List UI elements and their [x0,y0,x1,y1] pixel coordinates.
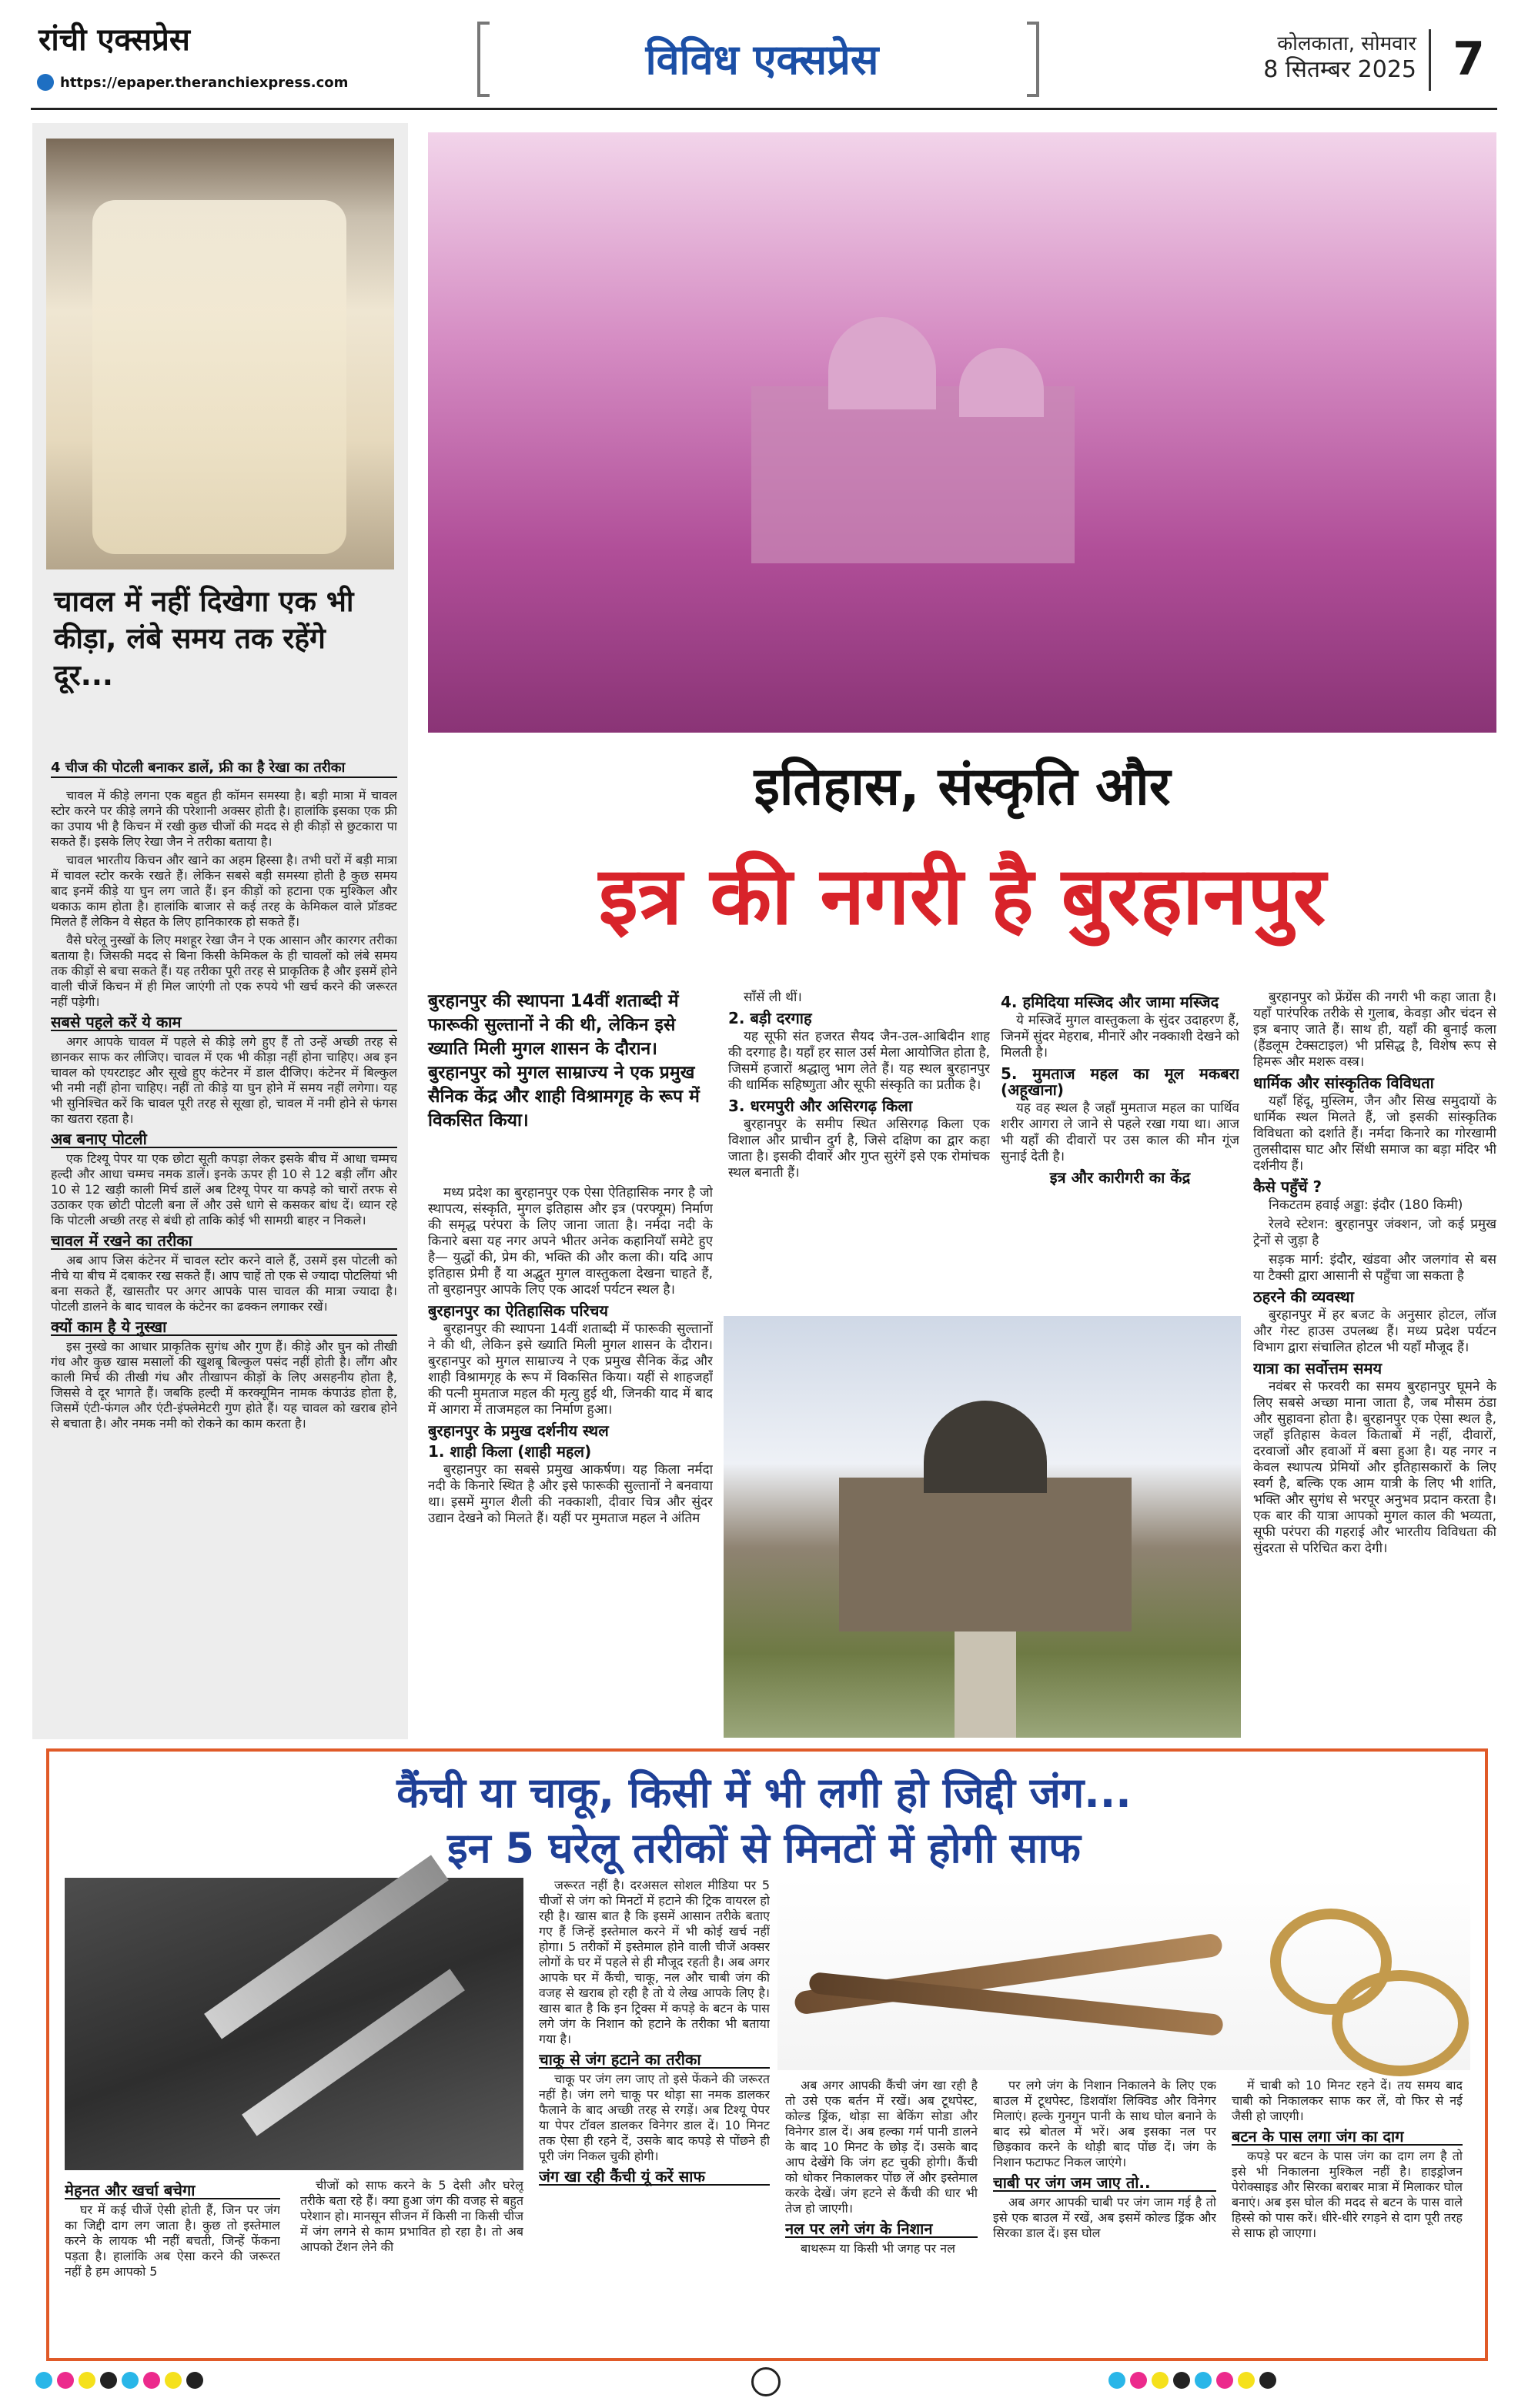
feature-para: मध्य प्रदेश का बुरहानपुर एक ऐसा ऐतिहासिक नगर है जो स्थापत्य, संस्कृति, मुगल इतिहास और इत्र (परफ्यूम) निर्माण की समृद्ध परंपरा के लिए जाना जाता है। नर्मदा नदी के किनारे बसा यह नगर अपने भीतर अनेक कहानियाँ समेटे हुए है— युद्धों की, प्रेम की, भक्ति की और कला की। यदि आप इतिहास प्रेमी हैं या अद्भुत मुगल वास्तुकला देखना चाहते हैं, तो बुरहानपुर आपके लिए एक आदर्श पर्यटन स्थल है। [428,1185,713,1298]
rust-subheading: बटन के पास लगा जंग का दाग [1232,2129,1463,2146]
tomb-path [955,1631,1016,1738]
cyan-dot [35,2372,52,2389]
black-dot [1173,2372,1190,2389]
rust-para: अब अगर आपकी चाबी पर जंग जाम गई है तो इसे एक बाउल में रखें, अब इसमें कोल्ड ड्रिंक और सिरका डाल दें। इस घोल [993,2195,1216,2240]
rust-para: अब अगर आपकी कैंची जंग खा रही है तो उसे एक बर्तन में रखें। अब टूथपेस्ट, कोल्ड ड्रिंक, थोड़ा सा बेकिंग सोडा और विनेगर डाल दें। अब हल्का गर्म पानी डालने के बाद 10 मिनट के छोड़ दें। उसके बाद आप देखेंगे कि जंग हट चुकी होगी। कैंची को धोकर निकालकर पोंछ लें और इस्तेमाल करके देखें। जंग हटने से कैंची की धार भी तेज हो जाएगी। [785,2078,978,2216]
section-bracket-left [477,22,490,97]
cyan-dot [1108,2372,1125,2389]
rust-para: चाकू पर जंग लग जाए तो इसे फेंकने की जरूरत नहीं है। जंग लगे चाकू पर थोड़ा सा नमक डालकर फैलाने के बाद अच्छी तरह से रगड़ें। अब टिश्यू पेपर या पेपर टॉवल डालकर विनेगर डाल दें। 10 मिनट तक ऐसा ही रहने दें, उसके बाद कपड़े से पोंछने ही पूरी जंग निकल चुकी होगी। [539,2072,770,2163]
sidebar-para: चावल भारतीय किचन और खाने का अहम हिस्सा है। तभी घरों में बड़ी मात्रा में चावल स्टोर करके रखते हैं। लेकिन सबसे बड़ी समस्या होती है कुछ समय बाद इनमें कीड़े या घुन लग जाते हैं। इन कीड़ों को हटाना एक मुश्किल और थकाऊ काम होता है। हालांकि बाजार से कई तरह के केमिकल वाले प्रॉडक्ट मिलते हैं लेकिन वे सेहत के लिए हानिकारक हो सकते हैं। [51,853,397,929]
rust-para: बाथरूम या किसी भी जगह पर नल [801,2241,955,2256]
section-title: विविध एक्सप्रेस [645,35,879,84]
feature-para: बुरहानपुर में हर बजट के अनुसार होटल, लॉज और गेस्ट हाउस उपलब्ध हैं। मध्य प्रदेश पर्यटन विभाग द्वारा संचालित होटल भी यहाँ मौजूद हैं। [1253,1308,1496,1355]
yellow-dot [79,2372,95,2389]
magenta-dot [1216,2372,1233,2389]
sidebar-section-heading: क्यों काम है ये नुस्खा [51,1319,397,1336]
rust-subheading: चाकू से जंग हटाने का तरीका [539,2052,770,2069]
feature-para: यह सूफी संत हजरत सैयद जैन-उल-आबिदीन शाह की दरगाह है। यहाँ हर साल उर्स मेला आयोजित होता है, जिसमें हजारों श्रद्धालु भाग लेते हैं। यह स्थल बुरहानपुर की धार्मिक सहिष्णुता और सूफी संस्कृति का प्रतीक है। [728,1029,990,1093]
feature-col-2 [728,990,990,1313]
cyan-dot [1195,2372,1212,2389]
feature-para: यहाँ हिंदू, मुस्लिम, जैन और सिख समुदायों के धार्मिक स्थल मिलते हैं, जो इसकी सांस्कृतिक विविधता को दर्शाते हैं। नर्मदा किनारे का गोरखामी तुलसीदास घाट और सिंधी समाज का बड़ा मंदिर भी दर्शनीय हैं। [1253,1094,1496,1174]
issue-date: 8 सितम्बर 2025 [1263,56,1416,83]
rust-para: पर लगे जंग के निशान निकालने के लिए एक बाउल में टूथपेस्ट, डिशवॉश लिक्विड और विनेगर मिलाएं। हल्के गुनगुन पानी के साथ घोल बनाने के बाद स्प्रे बोतल में भरें। अब इसका नल पर छिड़काव करने के थोड़ी बाद पोंछ दें। जंग के निशान फटाफट निकल जाएंगे। [993,2078,1216,2169]
feature-para: रेलवे स्टेशन: बुरहानपुर जंक्शन, जो कई प्रमुख ट्रेनों से जुड़ा है [1253,1217,1496,1248]
sidebar-para: एक टिश्यू पेपर या एक छोटा सूती कपड़ा लेकर इसके बीच में आधा चम्मच हल्दी और आधा चम्मच नमक डालें। इनके ऊपर ही 10 से 12 बड़ी लौंग और 10 से 12 खड़ी काली मिर्च डालें अब टिश्यू पेपर या कपड़े को चारों तरफ से उठाकर एक छोटी पोटली बना लें और उसे धागे से कसकर बांध दें। ध्यान रहे कि पोटली अच्छी तरह से बंधी हो ताकि कोई भी सामग्री बाहर न निकले। [51,1151,397,1227]
tomb-dome [924,1401,1047,1493]
rust-subheading: नल पर लगे जंग के निशान [785,2221,978,2238]
black-dot [186,2372,203,2389]
feature-para: नवंबर से फरवरी का समय बुरहानपुर घूमने के लिए सबसे अच्छा माना जाता है, जब मौसम ठंडा और सुहावना होता है। बुरहानपुर एक ऐसा स्थल है, जहाँ इतिहास केवल किताबों में नहीं, दीवारों, दरवाजों और हवाओं में बसा हुआ है। यह नगर न केवल स्थापत्य प्रेमियों और इतिहासकारों के लिए स्वर्ग है, बल्कि एक आम यात्री के लिए भी शांति, भक्ति और सुगंध से भरपूर अनुभव प्रदान करता है। एक बार की यात्रा आपको मुगल काल की भव्यता, सूफी परंपरा की गहराई और भारतीय विविधता की सुंदरता से परिचित करा देगी। [1253,1379,1496,1556]
magenta-dot [143,2372,160,2389]
feature-lead: बुरहानपुर की स्थापना 14वीं शताब्दी में फारूकी सुल्तानों ने की थी, लेकिन इसे ख्याति मिली मुगल शासन के दौरान। बुरहानपुर को मुगल साम्राज्य ने एक प्रमुख सैनिक केंद्र और शाही विश्रामगृह के रूप में विकसित किया। [428,991,700,1131]
rust-para: घर में कई चीजें ऐसी होती हैं, जिन पर जंग का जिद्दी दाग लग जाता है। कुछ तो इस्तेमाल करने के लायक भी नहीं बचती, जिन्हें फेंकना पड़ता है। हालांकि अब ऐसा करने की जरूरत नहीं है हम आपको 5 [65,2203,280,2279]
fort-dome [959,348,1044,417]
feature-col-4 [1253,990,1496,1736]
knives-photo [65,1878,523,2170]
tomb-building [839,1478,1132,1631]
feature-para: बुरहानपुर के समीप स्थित असिरगढ़ किला एक विशाल और प्राचीन दुर्ग है, जिसे दक्षिण का द्वार कहा जाता है। इसकी दीवारें और गुप्त सुरंगें इसे एक रोमांचक स्थल बनाती हैं। [728,1117,990,1181]
rust-col-4 [785,2078,978,2347]
feature-subheading: कैसे पहुँचें ? [1253,1177,1322,1196]
tomb-photo [724,1316,1241,1738]
feature-subheading: बुरहानपुर का ऐतिहासिक परिचय [428,1301,608,1320]
masthead-rule [31,108,1497,110]
sidebar-section-heading: अब बनाए पोटली [51,1131,397,1148]
feature-col-1 [428,1185,713,1739]
cyan-dot [122,2372,139,2389]
dateline [1201,31,1416,83]
sidebar-para: अगर आपके चावल में पहले से कीड़े लगे हुए हैं तो उन्हें अच्छी तरह से छानकर साफ कर लीजिए। चावल में एक भी कीड़ा नहीं होना चाहिए। अब इन चावल को एयरटाइट और सूखे हुए कंटेनर में डाल दीजिए। कंटेनर में बिल्कुल भी नमी नहीं होना चाहिए। नहीं तो कीड़े या घुन होने में समय नहीं लगेगा। यह भी सुनिश्चित करें कि चावल पूरी तरह से सूखा हो, चावल में नमी होने से फंगस का खतरा रहता है। [51,1034,397,1126]
black-dot [1259,2372,1276,2389]
masthead-name: रांची एक्सप्रेस [38,22,190,58]
rust-para: कपड़े पर बटन के पास जंग का दाग लग है तो इसे भी निकालना मुश्किल नहीं है। हाइड्रोजन पेरोक्साइड और सिरका बराबर मात्रा में मिलाकर घोल बनाएं। अब इस घोल की मदद से बटन के पास वाले हिस्से को पास करें। धीरे-धीरे रगड़ने से दाग पूरी तरह से साफ हो जाएगा। [1232,2149,1463,2240]
feature-para: यह वह स्थल है जहाँ मुमताज महल का पार्थिव शरीर आगरा ले जाने से पहले रखा गया था। आज भी यहाँ की दीवारों पर उस काल की मौन गूंज सुनाई देती है। [1001,1100,1239,1164]
feature-subheading: ठहरने की व्यवस्था [1253,1287,1354,1306]
feature-subheading: 4. हमिदिया मस्जिद और जामा मस्जिद [1001,993,1219,1011]
rust-subheading: मेहनत और खर्चा बचेगा [65,2183,280,2199]
yellow-dot [1238,2372,1255,2389]
rust-headline-line2: इन 5 घरेलू तरीकों से मिनटों में होगी साफ [447,1824,1081,1872]
globe-icon [37,74,54,91]
rust-subheading: चाबी पर जंग जम जाए तो.. [993,2175,1216,2192]
sidebar-body [51,788,397,1735]
fort-photo [428,132,1496,733]
sidebar-section-heading: चावल में रखने का तरीका [51,1233,397,1250]
fort-dome [828,317,936,409]
feature-para: बुरहानपुर की स्थापना 14वीं शताब्दी में फारूकी सुल्तानों ने की थी, लेकिन इसे ख्याति मिली मुगल शासन के दौरान। बुरहानपुर को मुगल साम्राज्य ने एक प्रमुख सैनिक केंद्र और शाही विश्रामगृह के रूप में विकसित किया। यहीं से शाहजहाँ की पत्नी मुमताज महल की मृत्यु हुई थी, जिनकी याद में बाद में आगरा में ताजमहल का निर्माण हुआ। [428,1321,713,1418]
feature-subheading: धार्मिक और सांस्कृतिक विविधता [1253,1074,1434,1092]
rust-para: जरूरत नहीं है। दरअसल सोशल मीडिया पर 5 चीजों से जंग को मिनटों में हटाने की ट्रिक वायरल हो रही है। खास बात है कि इसमें आसान तरीके बताए गए हैं जिन्हें इस्तेमाल करने में भी कोई खर्च नहीं होगा। 5 तरीकों में इस्तेमाल होने वाली चीजें अक्सर लोगों के घर में पहले से ही मौजूद रहती है। अब अगर आपके घर में कैंची, चाकू, नल और चाबी जंग की वजह से खराब हो रही है तो ये लेख आपके लिए है। खास बात है कि इन ट्रिक्स में कपड़े के बटन के पास लगे जंग के निशान को हटाने के तरीका भी बताया गया है। [539,1878,770,2046]
feature-para: बुरहानपुर का सबसे प्रमुख आकर्षण। यह किला नर्मदा नदी के किनारे स्थित है और इसे फारूकी सुल्तानों ने बनवाया था। इसमें मुगल शैली की नक्काशी, दीवार चित्र और सुंदर उद्यान देखने को मिलते हैं। यहीं पर मुमताज महल ने अंतिम [428,1462,713,1526]
feature-para: सड़क मार्ग: इंदौर, खंडवा और जलगांव से बस या टैक्सी द्वारा आसानी से पहुँचा जा सकता है [1253,1252,1496,1284]
scissors-handle [1332,1970,1469,2076]
city-day: कोलकाता, सोमवार [1277,32,1416,55]
epaper-url[interactable]: https://epaper.theranchiexpress.com [60,75,349,91]
feature-para: साँसें ली थीं। [744,990,802,1005]
sidebar-section-heading: सबसे पहले करें ये काम [51,1014,397,1031]
registration-crosshair-icon [751,2367,781,2396]
feature-subheading: 3. धरमपुरी और असिरगढ़ किला [728,1097,913,1115]
feature-para: बुरहानपुर को फ्रेंग्रेंस की नगरी भी कहा जाता है। यहाँ पारंपरिक तरीके से गुलाब, केवड़ा और चंदन से इत्र बनाए जाते हैं। साथ ही, यहाँ की बुनाई कला (हैंडलूम टेक्सटाइल) भी प्रसिद्ध है, विशेष रूप से हिमरू और मशरू वस्त्र। [1253,990,1496,1070]
rust-col-6 [1232,2078,1463,2347]
feature-subheading: 1. शाही किला (शाही महल) [428,1442,592,1461]
feature-subheading: यात्रा का सर्वोत्तम समय [1253,1359,1383,1378]
page-number: 7 [1453,32,1485,86]
yellow-dot [1152,2372,1169,2389]
rust-col-3 [539,1878,770,2347]
feature-headline: इत्र की नगरी है बुरहानपुर [598,849,1326,943]
magenta-dot [57,2372,74,2389]
rust-para: में चाबी को 10 मिनट रहने दें। तय समय बाद चाबी को निकालकर साफ कर लें, वो फिर से नई जैसी हो जाएगी। [1232,2078,1463,2123]
sidebar-para: चावल में कीड़े लगना एक बहुत ही कॉमन समस्या है। बड़ी मात्रा में चावल स्टोर करने पर कीड़े लगने की परेशानी अक्सर होती है। हालांकि इसका एक फ्री का उपाय भी है किचन में रखी कुछ चीजों की मदद से ही कीड़ों से छुटकारा पा सकते हैं। इसके लिए रेखा जैन ने तरीका बताया है। [51,788,397,849]
sidebar-para: इस नुस्खे का आधार प्राकृतिक सुगंध और गुण हैं। कीड़े और घुन को तीखी गंध और कुछ खास मसालों की खुशबू बिल्कुल पसंद नहीं होती है। लौंग और काली मिर्च की तीखी गंध और तीखापन कीड़ों के लिए असहनीय होता है, जिससे वे दूर भागते हैं। जबकि हल्दी में करक्यूमिन नामक कंपाउंड होता है, जिसमें एंटी-फंगल और एंटी-इंफ्लेमेटरी गुण होते हैं। यह चावल को खराब होने से बचाता है। और नमक नमी को रोकने का काम करता है। [51,1339,397,1431]
yellow-dot [165,2372,182,2389]
magenta-dot [1130,2372,1147,2389]
sidebar-para: वैसे घरेलू नुस्खों के लिए मशहूर रेखा जैन ने एक आसान और कारगर तरीका बताया है। जिसकी मदद से बिना किसी केमिकल के ही चावलों को लंबे समय तक कीड़ों से बचा सकते हैं। यह तरीका पूरी तरह से प्राकृतिक है और इसमें होने वाली चीजें किचन में ही मिल जाएंगी तो एक रुपये भी खर्च करने की जरूरत नहीं पड़ेगी। [51,933,397,1009]
sidebar-subhead: 4 चीज की पोटली बनाकर डालें, फ्री का है रेखा का तरीका [51,758,397,778]
color-registration-right [1108,2372,1281,2392]
black-dot [100,2372,117,2389]
section-bracket-right [1027,22,1039,97]
rust-col-1 [65,2178,280,2347]
feature-subheading: 5. मुमताज महल का मूल मकबरा (अहूखाना) [1001,1064,1239,1099]
rice-jar-photo [46,139,394,569]
rust-para: चीजों को साफ करने के 5 देसी और घरेलू तरीके बता रहे हैं। क्या हुआ जंग की वजह से बहुत परेशान हो। मानसून सीजन में किसी ना किसी चीज में जंग लगने से काम प्रभावित हो रहा है। तो अब आपको टेंशन लेने की [300,2178,523,2254]
rust-subheading: जंग खा रही कैंची यूं करें साफ [539,2169,770,2186]
feature-subheading: इत्र और कारीगरी का केंद्र [1049,1168,1191,1187]
rust-col-5 [993,2078,1216,2347]
rust-col-2 [300,2178,523,2347]
feature-para: ये मस्जिदें मुगल वास्तुकला के सुंदर उदाहरण हैं, जिनमें सुंदर मेहराब, मीनारें और नक्काशी देखने को मिलती है। [1001,1013,1239,1060]
jar-shape [92,200,346,554]
feature-subheading: 2. बड़ी दरगाह [728,1009,812,1027]
color-registration-left [35,2372,208,2392]
sidebar-para: अब आप जिस कंटेनर में चावल स्टोर करने वाले हैं, उसमें इस पोटली को नीचे या बीच में दबाकर रख सकते हैं। आप चाहें तो एक से ज्यादा पोटलियां भी बना सकते हैं, खासतौर पर अगर आपके पास चावल की मात्रा ज्यादा है। पोटली डालने के बाद चावल के कंटेनर का ढक्कन लगाकर रखें। [51,1253,397,1314]
page-divider [1429,29,1431,91]
feature-col-3 [1001,990,1239,1298]
feature-subheading: बुरहानपुर के प्रमुख दर्शनीय स्थल [428,1421,609,1440]
rust-headline-line1: कैंची या चाकू, किसी में भी लगी हो जिद्दी जंग... [396,1768,1132,1817]
scissors-photo [777,1878,1470,2070]
feature-kicker: इतिहास, संस्कृति और [754,756,1171,817]
sidebar-headline: चावल में नहीं दिखेगा एक भी कीड़ा, लंबे समय तक रहेंगे दूर... [54,585,354,692]
feature-para: निकटतम हवाई अड्डा: इंदौर (180 किमी) [1269,1197,1463,1213]
